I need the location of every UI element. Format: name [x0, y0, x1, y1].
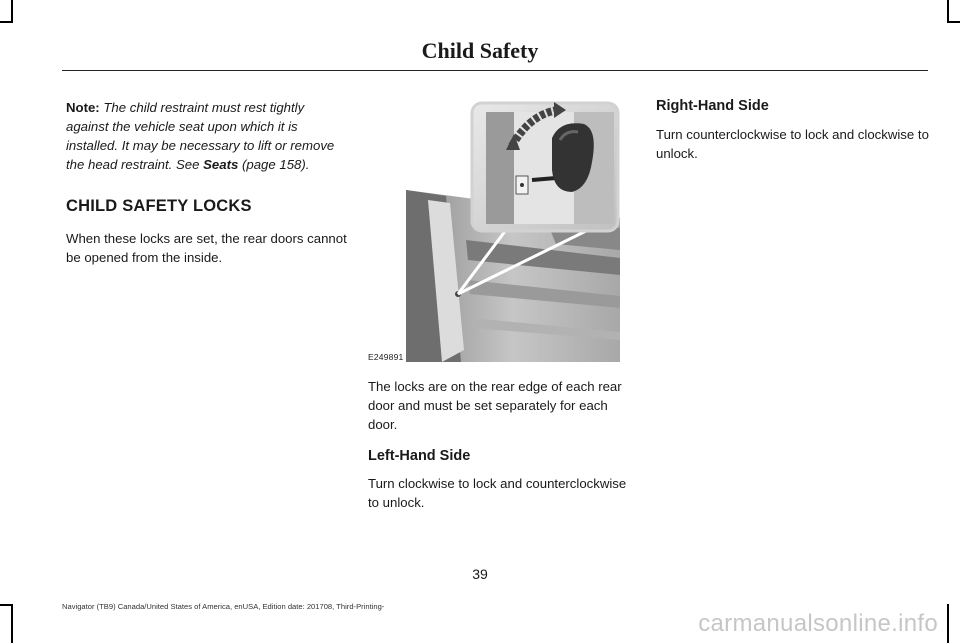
crop-mark-bottom-left-h — [0, 604, 13, 606]
middle-column — [368, 377, 636, 512]
note-paragraph — [66, 98, 348, 174]
note-page-ref: (page 158). — [241, 157, 310, 172]
door-lock-illustration — [406, 100, 620, 362]
crop-mark-bottom-left-v — [11, 604, 13, 643]
crop-mark-top-left-h — [0, 21, 13, 23]
left-column — [66, 98, 348, 267]
footer-text: Navigator (TB9) Canada/United States of America, enUSA, Edition date: 201708, Third-Printing- — [62, 602, 385, 611]
note-label: Note: — [66, 100, 100, 115]
crop-mark-top-right-h — [947, 21, 960, 23]
crop-mark-top-left-v — [11, 0, 13, 22]
header-divider — [62, 70, 928, 71]
figure-code: E249891 — [368, 352, 404, 362]
watermark-text[interactable]: carmanualsonline.info — [698, 610, 938, 637]
crop-mark-bottom-right-v — [947, 604, 949, 643]
page-title: Child Safety — [421, 38, 539, 63]
crop-mark-top-right-v — [947, 0, 949, 22]
page-number: 39 — [472, 566, 488, 582]
note-text: The child restraint must rest tightly against the vehicle seat upon which it is installed. It may be necessary to lift or remove the head restraint. See — [66, 100, 335, 172]
section-body: When these locks are set, the rear doors cannot be opened from the inside. — [66, 231, 347, 265]
middle-body: The locks are on the rear edge of each rear door and must be set separately for each door. — [368, 379, 622, 432]
seats-page-link[interactable]: Seats — [203, 157, 239, 172]
right-column — [656, 96, 932, 163]
right-hand-side-body: Turn counterclockwise to lock and clockwise to unlock. — [656, 127, 929, 161]
left-hand-side-body: Turn clockwise to lock and counterclockwise to unlock. — [368, 476, 627, 510]
right-hand-side-heading: Right-Hand Side — [656, 98, 769, 114]
section-heading: CHILD SAFETY LOCKS — [66, 197, 252, 215]
left-hand-side-heading: Left-Hand Side — [368, 448, 471, 464]
